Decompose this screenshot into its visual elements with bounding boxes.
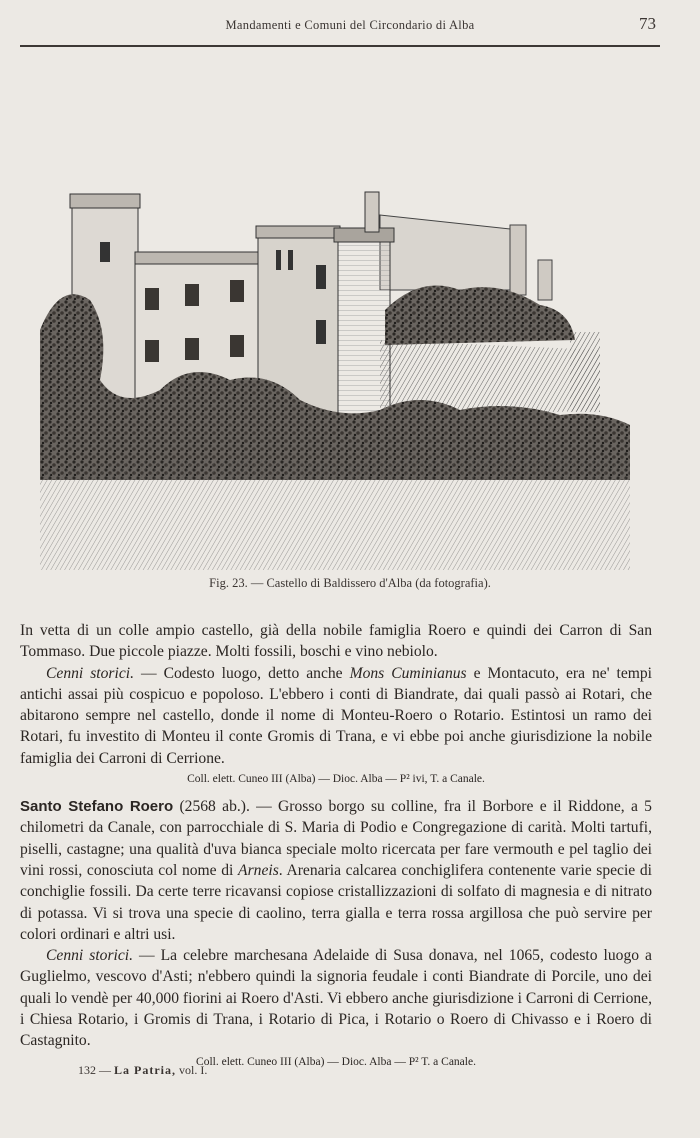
running-head: Mandamenti e Comuni del Circondario di Alba (225, 18, 475, 32)
sheet-number: 132 — (78, 1063, 111, 1077)
entry-title: Santo Stefano Roero (20, 798, 174, 816)
volume-number: vol. I. (179, 1063, 208, 1077)
page-header (0, 0, 700, 48)
latin-name: Mons Cuminianus (349, 664, 467, 682)
entry2-paragraph: Santo Stefano Roero (2568 ab.). — Grosso borgo su colline, fra il Borbore e il Riddone, a 5 chilometri da Canale, con parrocchiale di S. Maria di Podio e Congregazione di carità. Molti tartufi, piselli, castagne; una qualità d'uva bianca speciale molto ricercata per fare vermouth e pel taglio dei vini rossi, conosciuta col nome di Arneis. Arenaria calcarea conchiglifera contenente varie specie di conchiglie fossili. Da certe terre ricavansi copiose cristallizzazioni di solfato di magnesia e di nitrato di potassa. Vi si trova una specie di caolino, terra gialla e terra rossa argillosa che può servire per colori ordinari e altri usi. (20, 798, 653, 943)
page-number: 73 (639, 14, 656, 33)
history-label: Cenni storici. (46, 664, 134, 682)
entry2-history: Cenni storici. — La celebre marchesana Adelaide di Susa donava, nel 1065, codesto luogo a Guglielmo, vescovo d'Asti; n'ebbero quindi la signoria feudale i conti Biandrate di Porcile, uno dei quali lo vendè per 40,000 fiorini ai Roero d'Asti. Vi ebbero anche giurisdizione i Carroni di Cerrione, i Chiesa Rotario, i Gromis di Trana, i Rotario di Pica, i Rotario o Roero di Chivasso e i Roero di Castagnito. (20, 947, 652, 1050)
header-rule (20, 45, 660, 47)
entry1-collegio: Coll. elett. Cuneo III (Alba) — Dioc. Alba — P² ivi, T. a Canale. (187, 773, 485, 786)
entry2-collegio: Coll. elett. Cuneo III (Alba) — Dioc. Alba — P² T. a Canale. (196, 1055, 476, 1068)
entry1-history: Cenni storici. — Codesto luogo, detto anche Mons Cuminianus e Montacuto, era ne' tempi antichi assai più cospicuo e popoloso. L'ebbero i conti di Biandrate, dai quali passò ai Rotari, che abitarono sempre nel castello, donde il nome di Monteu-Roero o Rotario. Estintosi un ramo dei Rotari, fu investito di Monteu il conte Gromis di Trana, e vi ebbe poi anche giurisdizione la nobile famiglia dei Carroni di Cerrione. (20, 664, 653, 767)
arneis-term: Arneis (238, 861, 279, 879)
article-body (20, 620, 652, 1079)
entry1-paragraph: In vetta di un colle ampio castello, già della nobile famiglia Roero e quindi dei Carron di San Tommaso. Due piccole piazze. Molti fossili, boschi e vino nebiolo. (20, 622, 652, 661)
castle-engraving (40, 180, 630, 570)
page-footer (78, 1063, 207, 1078)
figure-caption: Fig. 23. — Castello di Baldissero d'Alba (da fotografia). (209, 576, 491, 590)
history-label: Cenni storici. (46, 947, 134, 965)
publication-title: La Patria, (114, 1063, 176, 1077)
